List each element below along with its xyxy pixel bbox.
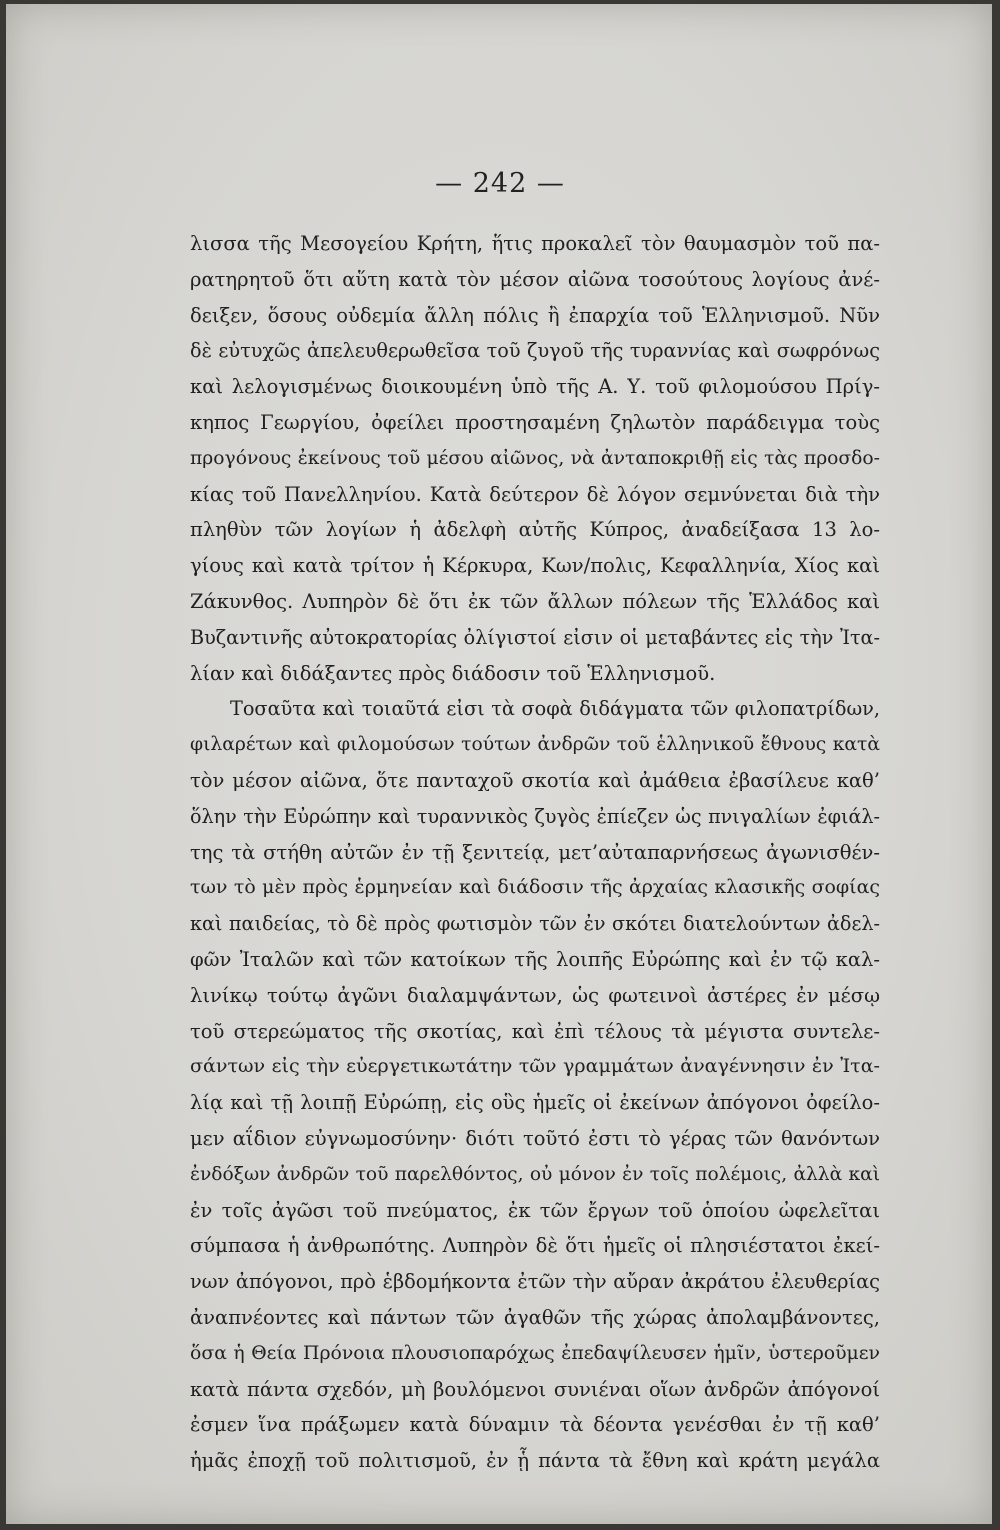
text-line: γίους καὶ κατὰ τρίτον ἡ Κέρκυρα, Κων/πολις, Κεφαλληνία, Χίος καὶ — [190, 554, 880, 578]
text-line: καὶ παιδείας, τὸ δὲ πρὸς φωτισμὸν τῶν ἐν σκότει διατελούντων ἀδελ- — [190, 912, 880, 936]
text-line: κατὰ πάντα σχεδόν, μὴ βουλόμενοι συνιέναι οἵων ἀνδρῶν ἀπόγονοί — [190, 1377, 880, 1401]
text-line: σύμπασα ἡ ἀνθρωπότης. Λυπηρὸν δὲ ὅτι ἡμεῖς οἱ πλησιέστατοι ἐκεί- — [190, 1234, 880, 1258]
text-line: ἡμᾶς ἐποχῇ τοῦ πολιτισμοῦ, ἐν ᾗ πάντα τὰ ἔθνη καὶ κράτη μεγάλα — [190, 1449, 880, 1473]
text-line: ἀναπνέοντες καὶ πάντων τῶν ἀγαθῶν τῆς χώρας ἀπολαμβάνοντες, — [190, 1305, 880, 1329]
text-line: σάντων εἰς τὴν εὐεργετικωτάτην τῶν γραμμάτων ἀναγέννησιν ἐν Ἰτα- — [190, 1055, 880, 1078]
paragraph-2 — [190, 691, 880, 1479]
text-line: ἐσμεν ἵνα πράξωμεν κατὰ δύναμιν τὰ δέοντα γενέσθαι ἐν τῇ καθ’ — [190, 1413, 880, 1437]
text-line: λινίκῳ τούτῳ ἀγῶνι διαλαμψάντων, ὡς φωτεινοὶ ἀστέρες ἐν μέσῳ — [190, 983, 880, 1007]
text-line: φῶν Ἰταλῶν καὶ τῶν κατοίκων τῆς λοιπῆς Εὐρώπης καὶ ἐν τῷ καλ- — [190, 947, 880, 971]
text-line: λίᾳ καὶ τῇ λοιπῇ Εὐρώπῃ, εἰς οὓς ἡμεῖς οἱ ἐκείνων ἀπόγονοι ὀφείλο- — [190, 1091, 880, 1115]
text-line: τοῦ στερεώματος τῆς σκοτίας, καὶ ἐπὶ τέλους τὰ μέγιστα συντελε- — [190, 1019, 880, 1043]
text-line: των τὸ μὲν πρὸς ἑρμηνείαν καὶ διάδοσιν τῆς ἀρχαίας κλασικῆς σοφίας — [190, 876, 880, 899]
text-line: κίας τοῦ Πανελληνίου. Κατὰ δεύτερον δὲ λόγον σεμνύνεται διὰ τὴν — [190, 482, 880, 506]
text-line: λίαν καὶ διδάξαντες πρὸς διάδοσιν τοῦ Ἑλληνισμοῦ. — [190, 661, 716, 685]
text-line: λισσα τῆς Μεσογείου Κρήτη, ἥτις προκαλεῖ τὸν θαυμασμὸν τοῦ πα- — [190, 232, 880, 255]
text-line: δειξεν, ὅσους οὐδεμία ἄλλη πόλις ἢ ἐπαρχία τοῦ Ἑλληνισμοῦ. Νῦν — [190, 303, 880, 327]
text-line: της τὰ στήθη αὐτῶν ἐν τῇ ξενιτείᾳ, μετ’αὐταπαρνήσεως ἀγωνισθέν- — [190, 840, 880, 864]
text-line: ρατηρητοῦ ὅτι αὕτη κατὰ τὸν μέσον αἰῶνα τοσούτους λογίους ἀνέ- — [190, 267, 880, 291]
text-line: Ζάκυνθος. Λυπηρὸν δὲ ὅτι ἐκ τῶν ἄλλων πόλεων τῆς Ἑλλάδος καὶ — [190, 589, 880, 613]
page-number: — 242 — — [435, 168, 565, 199]
text-line: Βυζαντινῆς αὐτοκρατορίας ὀλίγιστοί εἰσιν οἱ μεταβάντες εἰς τὴν Ἰτα- — [190, 625, 880, 649]
text-line: ὅλην τὴν Εὐρώπην καὶ τυραννικὸς ζυγὸς ἐπίεζεν ὡς πνιγαλίων ἐφιάλ- — [190, 804, 880, 828]
body-text — [190, 226, 880, 1479]
text-line: κηπος Γεωργίου, ὀφείλει προστησαμένη ζηλωτὸν παράδειγμα τοὺς — [190, 410, 880, 434]
text-line: ἐν τοῖς ἀγῶσι τοῦ πνεύματος, ἐκ τῶν ἔργων τοῦ ὁποίου ὠφελεῖται — [190, 1198, 880, 1222]
text-line: καὶ λελογισμένως διοικουμένη ὑπὸ τῆς Α. Υ. τοῦ φιλομούσου Πρίγ- — [190, 375, 880, 399]
text-line: Τοσαῦτα καὶ τοιαῦτά εἰσι τὰ σοφὰ διδάγματα τῶν φιλοπατρίδων, — [230, 697, 880, 721]
text-line: δὲ εὐτυχῶς ἀπελευθερωθεῖσα τοῦ ζυγοῦ τῆς τυραννίας καὶ σωφρόνως — [190, 339, 880, 363]
text-line: ἐνδόξων ἀνδρῶν τοῦ παρελθόντος, οὐ μόνον ἐν τοῖς πολέμοις, ἀλλὰ καὶ — [190, 1163, 880, 1185]
text-line: προγόνους ἐκείνους τοῦ μέσου αἰῶνος, νὰ ἀνταποκριθῇ εἰς τὰς προσδο- — [190, 447, 880, 469]
text-line: νων ἀπόγονοι, πρὸ ἑβδομήκοντα ἐτῶν τὴν αὔραν ἀκράτου ἐλευθερίας — [190, 1270, 880, 1294]
text-line: μεν αΐδιον εὐγνωμοσύνην· διότι τοῦτό ἐστι τὸ γέρας τῶν θανόντων — [190, 1126, 880, 1150]
text-line: ὅσα ἡ Θεία Πρόνοια πλουσιοπαρόχως ἐπεδαψίλευσεν ἡμῖν, ὑστεροῦμεν — [190, 1342, 880, 1364]
paragraph-1 — [190, 226, 880, 691]
text-line: πληθὺν τῶν λογίων ἡ ἀδελφὴ αὐτῆς Κύπρος, ἀναδείξασα 13 λο- — [190, 518, 880, 542]
text-line: τὸν μέσον αἰῶνα, ὅτε πανταχοῦ σκοτία καὶ ἀμάθεια ἐβασίλευε καθ’ — [190, 768, 880, 792]
text-line: φιλαρέτων καὶ φιλομούσων τούτων ἀνδρῶν τοῦ ἑλληνικοῦ ἔθνους κατὰ — [190, 734, 880, 756]
